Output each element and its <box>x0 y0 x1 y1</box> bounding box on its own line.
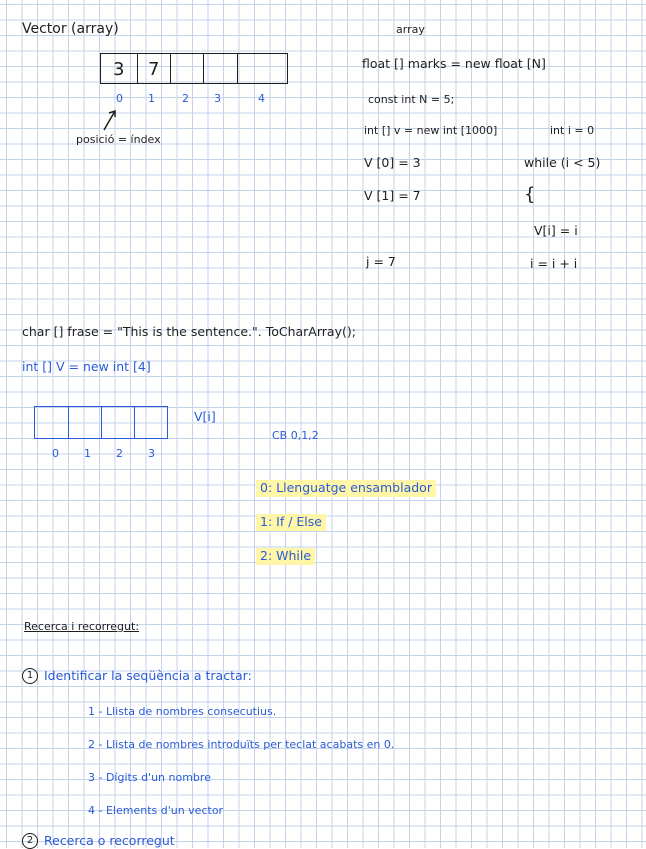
array-index-0: 0 <box>116 92 123 105</box>
second-array-label: V[i] <box>194 409 216 424</box>
assign-j: j = 7 <box>366 254 396 269</box>
array-value-1: 7 <box>148 59 160 80</box>
array-cell-divider <box>137 54 138 83</box>
second-array-index-0: 0 <box>52 447 59 460</box>
cb-label: CB 0,1,2 <box>272 429 319 442</box>
array-cell-divider <box>68 407 69 438</box>
array-index-3: 3 <box>214 92 221 105</box>
highlight-item-0: 0: Llenguatge ensamblador <box>256 480 436 497</box>
array-index-1: 1 <box>148 92 155 105</box>
second-array-index-2: 2 <box>116 447 123 460</box>
array-cell-divider <box>134 407 135 438</box>
array-cell-divider <box>101 407 102 438</box>
array-cell-divider <box>203 54 204 83</box>
vector-array-box <box>100 53 288 84</box>
highlight-item-1: 1: If / Else <box>256 514 326 531</box>
second-array-index-1: 1 <box>84 447 91 460</box>
char-array-line: char [] frase = "This is the sentence.". ToCharArray(); <box>22 324 356 339</box>
loop-brace: { <box>524 184 536 205</box>
highlight-item-2: 2: While <box>256 548 315 565</box>
assign-v1: V [1] = 7 <box>364 188 421 203</box>
array-label: array <box>396 23 425 36</box>
loop-body-2: i = i + i <box>530 256 578 271</box>
array-cell-divider <box>170 54 171 83</box>
loop-while: while (i < 5) <box>524 155 601 170</box>
loop-init: int i = 0 <box>550 124 595 137</box>
array-index-2: 2 <box>182 92 189 105</box>
step-1-number: 1 <box>22 668 38 684</box>
int-declaration: int [] v = new int [1000] <box>364 124 498 137</box>
float-declaration: float [] marks = new float [N] <box>362 56 546 71</box>
step-2-text: Recerca o recorregut <box>44 833 175 848</box>
vector-title: Vector (array) <box>22 21 119 37</box>
step-1-item-2: 2 - Llista de nombres introduïts per teclat acabats en 0. <box>88 738 395 751</box>
int-array-line: int [] V = new int [4] <box>22 359 151 374</box>
assign-v0: V [0] = 3 <box>364 155 421 170</box>
pointer-arrow-icon <box>100 108 120 132</box>
step-2-number: 2 <box>22 833 38 849</box>
loop-body-1: V[i] = i <box>534 223 578 238</box>
array-cell-divider <box>237 54 238 83</box>
second-array-box <box>34 406 168 439</box>
array-value-0: 3 <box>113 59 125 80</box>
step-1-item-1: 1 - Llista de nombres consecutius. <box>88 705 277 718</box>
const-declaration: const int N = 5; <box>368 93 455 106</box>
step-1-item-4: 4 - Elements d'un vector <box>88 804 224 817</box>
second-array-index-3: 3 <box>148 447 155 460</box>
section-title: Recerca i recorregut: <box>24 620 140 633</box>
pointer-label: posició = índex <box>76 133 161 146</box>
step-1-item-3: 3 - Dígits d'un nombre <box>88 771 211 784</box>
array-index-4: 4 <box>258 92 265 105</box>
step-1-text: Identificar la seqüència a tractar: <box>44 668 252 683</box>
